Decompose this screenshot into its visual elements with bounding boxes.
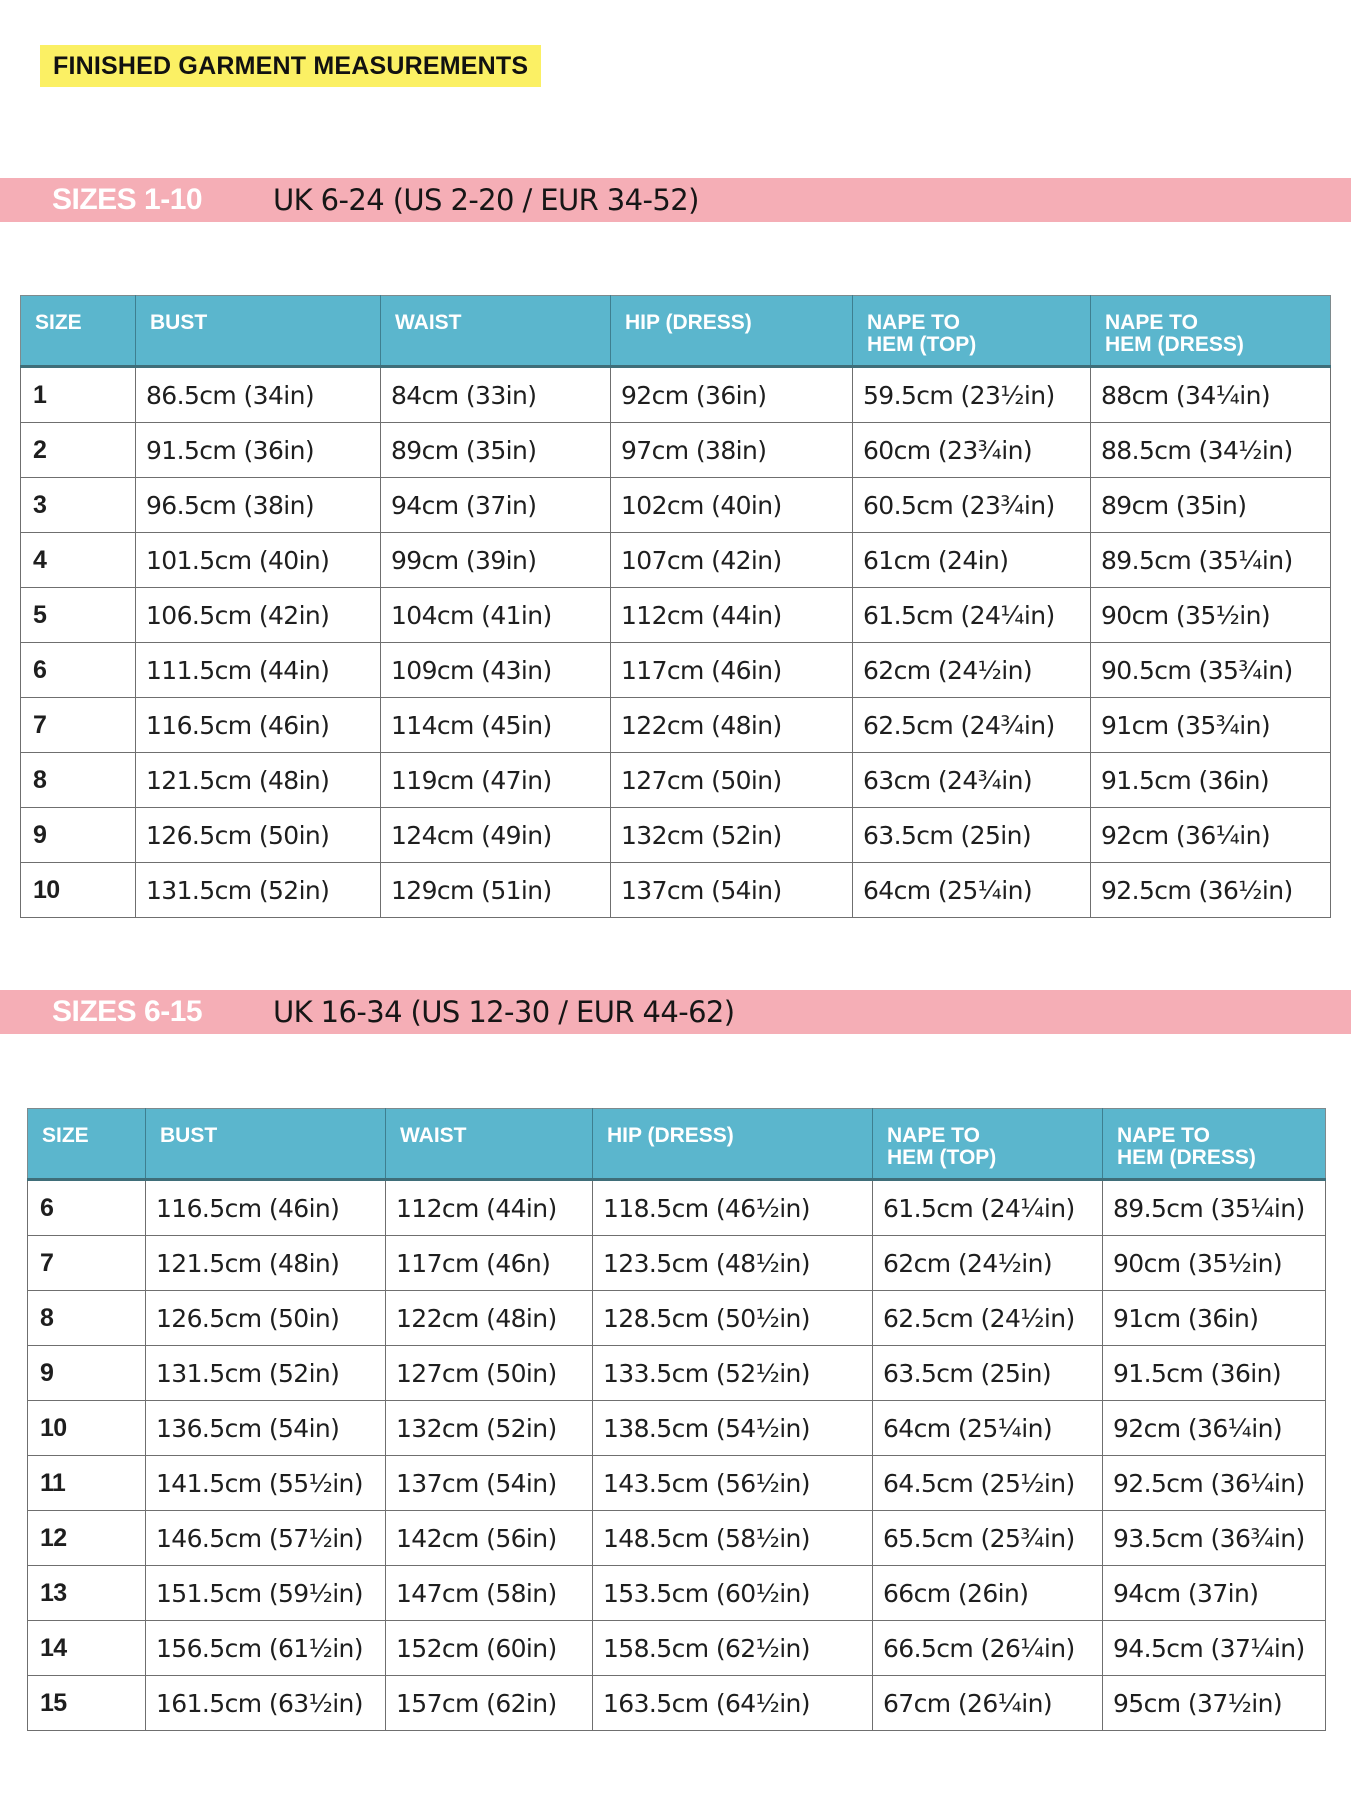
cell-waist: 114cm (45in) [381,698,611,753]
table-row [21,643,1331,698]
column-header-bust: BUST [136,296,381,367]
table-row [21,698,1331,753]
table-row [28,1676,1326,1731]
column-header-nape-to-hem-top: NAPE TO HEM (TOP) [853,296,1091,367]
cell-nape-to-hem-dress: 89.5cm (35¼in) [1103,1180,1326,1236]
cell-nape-to-hem-top: 63.5cm (25in) [873,1346,1103,1401]
cell-nape-to-hem-dress: 91.5cm (36in) [1103,1346,1326,1401]
cell-waist: 119cm (47in) [381,753,611,808]
cell-bust: 96.5cm (38in) [136,478,381,533]
cell-size: 7 [21,698,136,753]
cell-bust: 131.5cm (52in) [136,863,381,918]
table-row [28,1621,1326,1676]
cell-size: 8 [28,1291,146,1346]
cell-hip-dress: 138.5cm (54½in) [593,1401,873,1456]
cell-nape-to-hem-top: 62cm (24½in) [873,1236,1103,1291]
cell-hip-dress: 163.5cm (64½in) [593,1676,873,1731]
cell-bust: 136.5cm (54in) [146,1401,386,1456]
table-row [28,1511,1326,1566]
cell-nape-to-hem-top: 60.5cm (23¾in) [853,478,1091,533]
cell-hip-dress: 92cm (36in) [611,367,853,423]
cell-nape-to-hem-top: 61.5cm (24¼in) [853,588,1091,643]
cell-size: 9 [21,808,136,863]
cell-nape-to-hem-dress: 93.5cm (36¾in) [1103,1511,1326,1566]
cell-nape-to-hem-dress: 88cm (34¼in) [1091,367,1331,423]
column-header-size: SIZE [28,1109,146,1180]
column-header-hip-dress: HIP (DRESS) [593,1109,873,1180]
cell-hip-dress: 97cm (38in) [611,423,853,478]
cell-waist: 84cm (33in) [381,367,611,423]
cell-nape-to-hem-dress: 92.5cm (36½in) [1091,863,1331,918]
column-header-bust: BUST [146,1109,386,1180]
cell-hip-dress: 137cm (54in) [611,863,853,918]
cell-size: 14 [28,1621,146,1676]
cell-size: 13 [28,1566,146,1621]
cell-waist: 117cm (46n) [386,1236,593,1291]
cell-waist: 94cm (37in) [381,478,611,533]
cell-nape-to-hem-top: 60cm (23¾in) [853,423,1091,478]
cell-hip-dress: 102cm (40in) [611,478,853,533]
cell-size: 11 [28,1456,146,1511]
cell-waist: 147cm (58in) [386,1566,593,1621]
cell-bust: 116.5cm (46in) [146,1180,386,1236]
size-range-label: UK 16-34 (US 12-30 / EUR 44-62) [273,995,735,1029]
cell-nape-to-hem-top: 64cm (25¼in) [873,1401,1103,1456]
cell-nape-to-hem-dress: 94cm (37in) [1103,1566,1326,1621]
cell-bust: 131.5cm (52in) [146,1346,386,1401]
table-header-row [21,296,1331,367]
cell-hip-dress: 112cm (44in) [611,588,853,643]
cell-waist: 152cm (60in) [386,1621,593,1676]
cell-bust: 116.5cm (46in) [136,698,381,753]
cell-nape-to-hem-dress: 89.5cm (35¼in) [1091,533,1331,588]
table-row [21,367,1331,423]
cell-bust: 101.5cm (40in) [136,533,381,588]
size-range-label: UK 6-24 (US 2-20 / EUR 34-52) [273,183,699,217]
sizes-label: SIZES 1-10 [52,183,203,216]
cell-hip-dress: 153.5cm (60½in) [593,1566,873,1621]
cell-nape-to-hem-dress: 91cm (36in) [1103,1291,1326,1346]
cell-hip-dress: 123.5cm (48½in) [593,1236,873,1291]
cell-nape-to-hem-dress: 88.5cm (34½in) [1091,423,1331,478]
column-header-size: SIZE [21,296,136,367]
cell-bust: 146.5cm (57½in) [146,1511,386,1566]
cell-waist: 89cm (35in) [381,423,611,478]
section-banner-sizes-6-15 [0,990,1351,1034]
cell-hip-dress: 143.5cm (56½in) [593,1456,873,1511]
cell-nape-to-hem-top: 61.5cm (24¼in) [873,1180,1103,1236]
cell-nape-to-hem-dress: 94.5cm (37¼in) [1103,1621,1326,1676]
cell-hip-dress: 107cm (42in) [611,533,853,588]
cell-nape-to-hem-dress: 90.5cm (35¾in) [1091,643,1331,698]
cell-hip-dress: 118.5cm (46½in) [593,1180,873,1236]
cell-nape-to-hem-dress: 90cm (35½in) [1091,588,1331,643]
cell-size: 10 [28,1401,146,1456]
table-row [21,753,1331,808]
cell-nape-to-hem-top: 67cm (26¼in) [873,1676,1103,1731]
table-row [28,1401,1326,1456]
cell-nape-to-hem-top: 66.5cm (26¼in) [873,1621,1103,1676]
cell-bust: 91.5cm (36in) [136,423,381,478]
cell-nape-to-hem-top: 64.5cm (25½in) [873,1456,1103,1511]
cell-waist: 127cm (50in) [386,1346,593,1401]
cell-bust: 121.5cm (48in) [146,1236,386,1291]
cell-hip-dress: 128.5cm (50½in) [593,1291,873,1346]
cell-waist: 137cm (54in) [386,1456,593,1511]
cell-nape-to-hem-dress: 92cm (36¼in) [1103,1401,1326,1456]
cell-waist: 109cm (43in) [381,643,611,698]
table-row [28,1346,1326,1401]
table-row [28,1236,1326,1291]
cell-waist: 122cm (48in) [386,1291,593,1346]
cell-size: 4 [21,533,136,588]
cell-nape-to-hem-dress: 92cm (36¼in) [1091,808,1331,863]
cell-nape-to-hem-dress: 91.5cm (36in) [1091,753,1331,808]
cell-nape-to-hem-dress: 89cm (35in) [1091,478,1331,533]
measurements-table-sizes-1-10 [20,295,1331,918]
table-row [28,1456,1326,1511]
cell-bust: 121.5cm (48in) [136,753,381,808]
cell-nape-to-hem-top: 62.5cm (24½in) [873,1291,1103,1346]
cell-waist: 142cm (56in) [386,1511,593,1566]
cell-size: 6 [21,643,136,698]
cell-bust: 86.5cm (34in) [136,367,381,423]
cell-bust: 156.5cm (61½in) [146,1621,386,1676]
cell-hip-dress: 127cm (50in) [611,753,853,808]
cell-nape-to-hem-top: 61cm (24in) [853,533,1091,588]
cell-nape-to-hem-dress: 91cm (35¾in) [1091,698,1331,753]
cell-size: 15 [28,1676,146,1731]
cell-nape-to-hem-dress: 92.5cm (36¼in) [1103,1456,1326,1511]
cell-size: 10 [21,863,136,918]
table-row [28,1566,1326,1621]
cell-hip-dress: 117cm (46in) [611,643,853,698]
cell-hip-dress: 148.5cm (58½in) [593,1511,873,1566]
column-header-nape-to-hem-dress: NAPE TO HEM (DRESS) [1103,1109,1326,1180]
table-row [21,478,1331,533]
cell-nape-to-hem-dress: 95cm (37½in) [1103,1676,1326,1731]
cell-bust: 111.5cm (44in) [136,643,381,698]
cell-size: 7 [28,1236,146,1291]
cell-nape-to-hem-top: 59.5cm (23½in) [853,367,1091,423]
cell-hip-dress: 133.5cm (52½in) [593,1346,873,1401]
page-title: FINISHED GARMENT MEASUREMENTS [40,45,541,87]
table-row [21,588,1331,643]
cell-bust: 161.5cm (63½in) [146,1676,386,1731]
cell-waist: 132cm (52in) [386,1401,593,1456]
cell-size: 6 [28,1180,146,1236]
cell-waist: 124cm (49in) [381,808,611,863]
cell-size: 8 [21,753,136,808]
column-header-nape-to-hem-dress: NAPE TO HEM (DRESS) [1091,296,1331,367]
measurements-table-sizes-6-15 [27,1108,1326,1731]
cell-bust: 141.5cm (55½in) [146,1456,386,1511]
sizes-label: SIZES 6-15 [52,995,203,1028]
cell-hip-dress: 122cm (48in) [611,698,853,753]
cell-nape-to-hem-top: 64cm (25¼in) [853,863,1091,918]
section-banner-sizes-1-10 [0,178,1351,222]
cell-bust: 126.5cm (50in) [146,1291,386,1346]
table-header-row [28,1109,1326,1180]
cell-hip-dress: 132cm (52in) [611,808,853,863]
cell-nape-to-hem-dress: 90cm (35½in) [1103,1236,1326,1291]
cell-waist: 104cm (41in) [381,588,611,643]
table-row [21,863,1331,918]
table-row [21,808,1331,863]
table-row [21,423,1331,478]
column-header-waist: WAIST [381,296,611,367]
cell-size: 12 [28,1511,146,1566]
cell-size: 3 [21,478,136,533]
cell-nape-to-hem-top: 62cm (24½in) [853,643,1091,698]
cell-waist: 112cm (44in) [386,1180,593,1236]
cell-hip-dress: 158.5cm (62½in) [593,1621,873,1676]
cell-bust: 151.5cm (59½in) [146,1566,386,1621]
cell-nape-to-hem-top: 66cm (26in) [873,1566,1103,1621]
cell-size: 1 [21,367,136,423]
cell-nape-to-hem-top: 63cm (24¾in) [853,753,1091,808]
column-header-waist: WAIST [386,1109,593,1180]
cell-bust: 106.5cm (42in) [136,588,381,643]
cell-bust: 126.5cm (50in) [136,808,381,863]
column-header-nape-to-hem-top: NAPE TO HEM (TOP) [873,1109,1103,1180]
cell-waist: 99cm (39in) [381,533,611,588]
cell-nape-to-hem-top: 62.5cm (24¾in) [853,698,1091,753]
cell-waist: 129cm (51in) [381,863,611,918]
cell-size: 5 [21,588,136,643]
cell-size: 2 [21,423,136,478]
cell-size: 9 [28,1346,146,1401]
table-row [28,1180,1326,1236]
table-row [21,533,1331,588]
column-header-hip-dress: HIP (DRESS) [611,296,853,367]
cell-nape-to-hem-top: 65.5cm (25¾in) [873,1511,1103,1566]
cell-nape-to-hem-top: 63.5cm (25in) [853,808,1091,863]
cell-waist: 157cm (62in) [386,1676,593,1731]
table-row [28,1291,1326,1346]
